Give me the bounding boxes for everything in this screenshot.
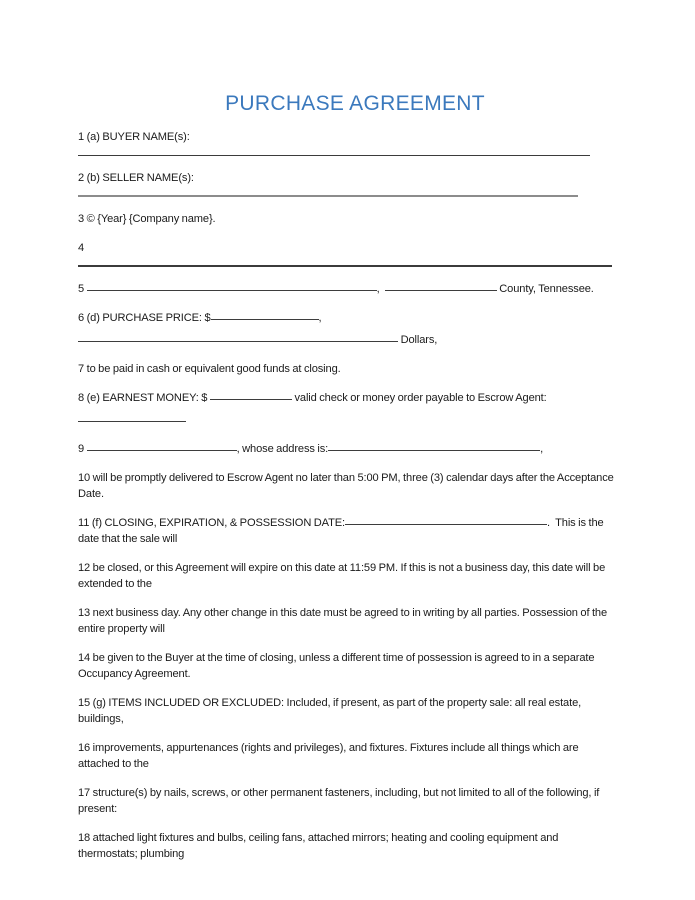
line-5-number: 5 [78, 282, 85, 295]
line-6-dollars-row [78, 333, 614, 349]
line-16-improvements: 16 improvements, appurtenances (rights and privileges), and fixtures. Fixtures include all things which are attached to the [78, 742, 579, 771]
line-8-escrow-agent-row [78, 413, 614, 429]
line-14-possession-terms: 14 be given to the Buyer at the time of closing, unless a different time of possession is agreed to in a separate Occupancy Agreement. [78, 652, 595, 681]
closing-date-blank-3[interactable] [517, 524, 547, 525]
property-address-blank-rule[interactable] [78, 257, 614, 270]
line-5-county-blank[interactable] [385, 290, 497, 291]
line-11-label: 11 (f) CLOSING, EXPIRATION, & POSSESSION DATE: [78, 517, 346, 530]
line-4-number: 4 [78, 241, 85, 254]
closing-date-blank-2[interactable] [495, 524, 517, 525]
line-3-copyright: 3 © {Year} {Company name}. [78, 212, 216, 225]
purchase-price-amount-blank[interactable] [211, 319, 319, 320]
line-1-buyer-name-label: 1 (a) BUYER NAME(s): [78, 131, 190, 144]
line-17-structures: 17 structure(s) by nails, screws, or other permanent fasteners, including, but not limited to all of the following, if present: [78, 787, 600, 816]
line-6-comma: , [318, 311, 322, 324]
line-18-attached-fixtures: 18 attached light fixtures and bulbs, ceiling fans, attached mirrors; heating and cooling equipment and thermostats; plumbing [78, 832, 559, 861]
line-5-address-blank[interactable] [87, 290, 377, 291]
seller-name-blank-rule[interactable] [78, 187, 614, 200]
document-body [78, 92, 614, 876]
line-5-comma: , [376, 282, 380, 295]
line-9-number: 9 [78, 443, 85, 456]
line-11-period: . [547, 517, 550, 530]
line-5-county-tail: County, Tennessee. [499, 282, 594, 295]
line-11-closing-date-row [78, 516, 614, 548]
line-7-cash-funds: 7 to be paid in cash or equivalent good funds at closing. [78, 362, 341, 375]
line-8-label: 8 (e) EARNEST MONEY: $ [78, 392, 208, 405]
page-title: PURCHASE AGREEMENT [225, 92, 485, 115]
line-10-delivery-terms: 10 will be promptly delivered to Escrow Agent no later than 5:00 PM, three (3) calendar days after the Acceptance Date. [78, 472, 614, 501]
earnest-money-amount-blank[interactable] [210, 399, 292, 400]
line-2-seller-name-label: 2 (b) SELLER NAME(s): [78, 171, 194, 184]
line-9-name-blank[interactable] [87, 450, 237, 451]
line-9-mid-label: whose address is: [242, 443, 329, 456]
line-13-business-day-terms: 13 next business day. Any other change in this date must be agreed to in writing by all parties. Possession of the entire property will [78, 607, 608, 636]
line-9-comma: , [236, 443, 240, 456]
line-6-purchase-price-row [78, 311, 614, 327]
line-8-tail: valid check or money order payable to Escrow Agent: [294, 392, 547, 405]
line-5-county-row [78, 282, 614, 298]
line-9-escrow-address-row [78, 442, 614, 458]
line-9-end-comma: , [540, 443, 544, 456]
line-9-address-blank[interactable] [328, 450, 540, 451]
line-12-expiration-terms: 12 be closed, or this Agreement will expire on this date at 11:59 PM. If this is not a business day, this date will be extended to the [78, 562, 606, 591]
line-8-earnest-money-row [78, 391, 614, 407]
line-11-tail: This is the date that the sale will [78, 517, 604, 546]
purchase-price-words-blank[interactable] [78, 341, 398, 342]
line-6-label: 6 (d) PURCHASE PRICE: $ [78, 311, 211, 324]
line-6-dollars-label: Dollars, [400, 333, 438, 346]
line-15-items-included: 15 (g) ITEMS INCLUDED OR EXCLUDED: Included, if present, as part of the property sale: all real estate, buildings, [78, 697, 582, 726]
escrow-agent-name-blank[interactable] [78, 421, 186, 422]
buyer-name-blank-rule[interactable] [78, 146, 614, 159]
closing-date-blank[interactable] [345, 524, 495, 525]
